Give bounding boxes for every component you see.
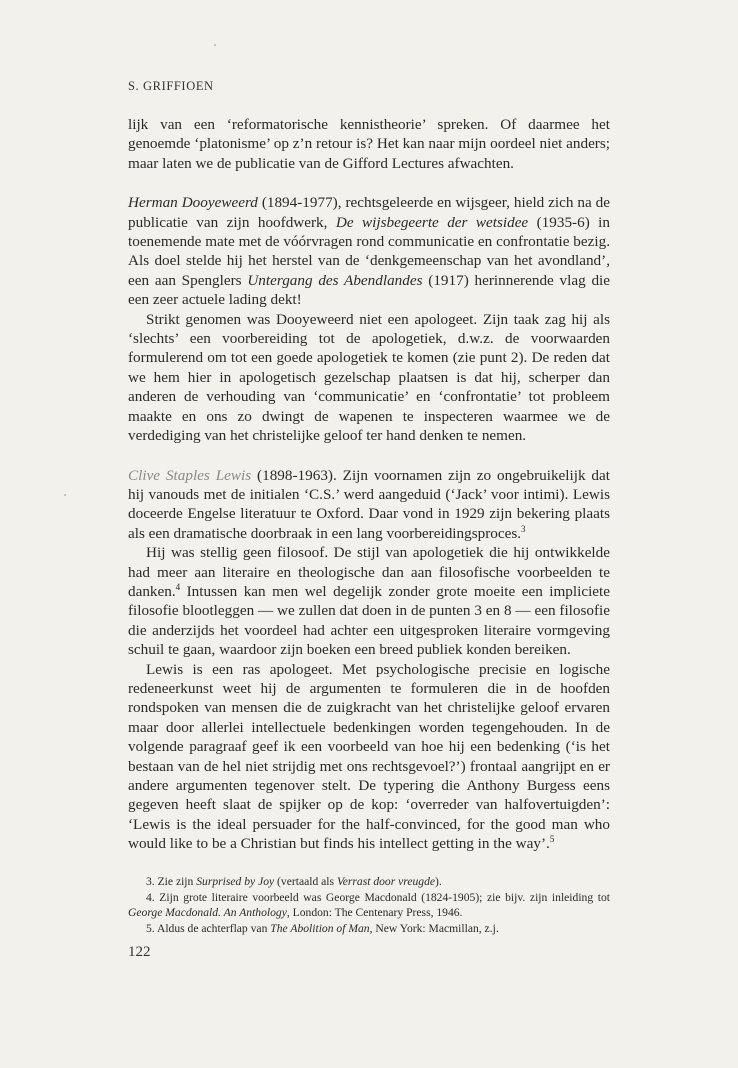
paper-speck	[64, 494, 66, 496]
text-run: (vertaald als	[274, 875, 337, 888]
footnote-4	[128, 890, 610, 921]
running-head: S. GRIFFIOEN	[128, 79, 214, 93]
footnotes	[128, 874, 610, 936]
paragraph-dooyeweerd-intro	[128, 193, 610, 309]
footnote-5	[128, 921, 610, 937]
text-run: Intussen kan men wel degelijk zonder grote moeite een impliciete filosofie blootleggen — we zullen dat doen in de punten 3 en 8 — een filosofie die anderzijds het voordeel had achter een uitgesproken literaire vormgeving schuil te gaan, waardoor zijn boeken een breed publiek konden bereiken.	[128, 582, 610, 659]
text-run: (1917) herinnerende vlag die een zeer actuele lading dekt!	[128, 271, 610, 309]
text-run: Hij was stellig geen filosoof. De stijl van apologetiek die hij ontwikkelde had meer aan literaire en theologische dan aan filosofische voorbeelden te danken.	[128, 544, 610, 600]
paragraph-dooyeweerd-apologeet	[128, 310, 610, 446]
italic-title: Herman Dooyeweerd	[128, 194, 258, 212]
text-run: , London: The Centenary Press, 1946.	[286, 906, 463, 919]
paragraph-lewis-intro	[128, 466, 610, 544]
italic-title: Verrast door vreugde	[336, 875, 436, 888]
paragraph-lewis-apologeet	[128, 660, 610, 854]
text-run: lijk van een ‘reformatorische kennistheorie’ spreken. Of daarmee het genoemde ‘platonisme’ op z’n retour is? Het kan naar mijn oordeel niet anders; maar laten we de publicatie van de Gifford Lectures afwachten.	[128, 116, 610, 172]
italic-title: Surprised by Joy	[196, 875, 275, 888]
italic-title: George Macdonald. An Anthology	[128, 906, 287, 919]
footnote-3	[128, 874, 610, 890]
italic-title: Untergang des Abendlandes	[247, 271, 423, 289]
text-run: ).	[435, 875, 442, 888]
text-run: 4. Zijn grote literaire voorbeeld was George Macdonald (1824-1905); zie bijv. zijn inleiding tot	[146, 890, 610, 904]
text-run: 3. Zie zijn	[146, 875, 197, 888]
paragraph-lewis-filosoof	[128, 543, 610, 659]
text-run: (1898-1963). Zijn voornamen zijn zo ongebruikelijk dat hij vanouds met de initialen ‘C.S.’ werd aangeduid (‘Jack’ voor intimi). Lewis doceerde Engelse literatuur te Oxford. Daar vond in 1929 zijn bekering plaats als een dramatische doorbraak in een lang voorbereidingsproces.	[128, 466, 610, 542]
text-run: Lewis is een ras apologeet. Met psychologische precisie en logische redeneerkunst weet hij de argumenten te formuleren die in de hoofden rondspoken van mensen die de zuigkracht van het christelijke geloof ervaren maar door allerlei intellectuele bedenkingen worden tegengehouden. In de volgende paragraaf geef ik een voorbeeld van hoe hij een bedenking (‘is het bestaan van de hel niet strijdig met ons rechtsgevoel?’) frontaal aangrijpt en er andere argumenten tegenover stelt. De typering die Anthony Burgess eens gegeven heeft slaat de spijker op de kop: ‘overreder van halfovertuigden’: ‘Lewis is the ideal persuader for the half-convinced, for the good man who would like to be a Christian but finds his intellect getting in the way’.	[128, 660, 610, 853]
footnote-reference: 5	[549, 834, 555, 845]
text-run: (1935-6) in toenemende mate met de vóórvragen rond communicatie en confrontatie bezig. Als doel stelde hij het herstel van de ‘denkgemeenschap van het avondland’, een aan Spenglers	[128, 213, 610, 289]
page-number: 122	[128, 944, 151, 960]
body-text	[128, 115, 610, 854]
footnote-reference: 4	[175, 581, 181, 592]
italic-title: Clive Staples Lewis	[128, 466, 252, 484]
text-run: , New York: Macmillan, z.j.	[369, 921, 499, 935]
italic-title: De wijsbegeerte der wetsidee	[335, 213, 529, 231]
footnote-reference: 3	[521, 523, 526, 534]
text-run: 5. Aldus de achterflap van	[146, 921, 271, 935]
text-run: Strikt genomen was Dooyeweerd niet een apologeet. Zijn taak zag hij als ‘slechts’ een voorbereiding tot de apologetiek, d.w.z. de voorwaarden formulerend om tot een goede apologetiek te komen (zie punt 2). De reden dat we hem hier in apologetisch gezelschap plaatsen is dat hij, scherper dan anderen de verhouding van ‘communicatie’ en ‘confrontatie’ tot probleem maakte en ons zo dwingt de wapenen te inspecteren waarmee we de verdediging van het christelijke geloof ter hand denken te nemen.	[128, 310, 610, 445]
text-run: (1894-1977), rechtsgeleerde en wijsgeer, hield zich na de publicatie van zijn hoofdwerk,	[128, 194, 610, 231]
paper-speck	[214, 44, 216, 46]
italic-title: The Abolition of Man	[270, 921, 370, 935]
paragraph-continuation	[128, 115, 610, 173]
